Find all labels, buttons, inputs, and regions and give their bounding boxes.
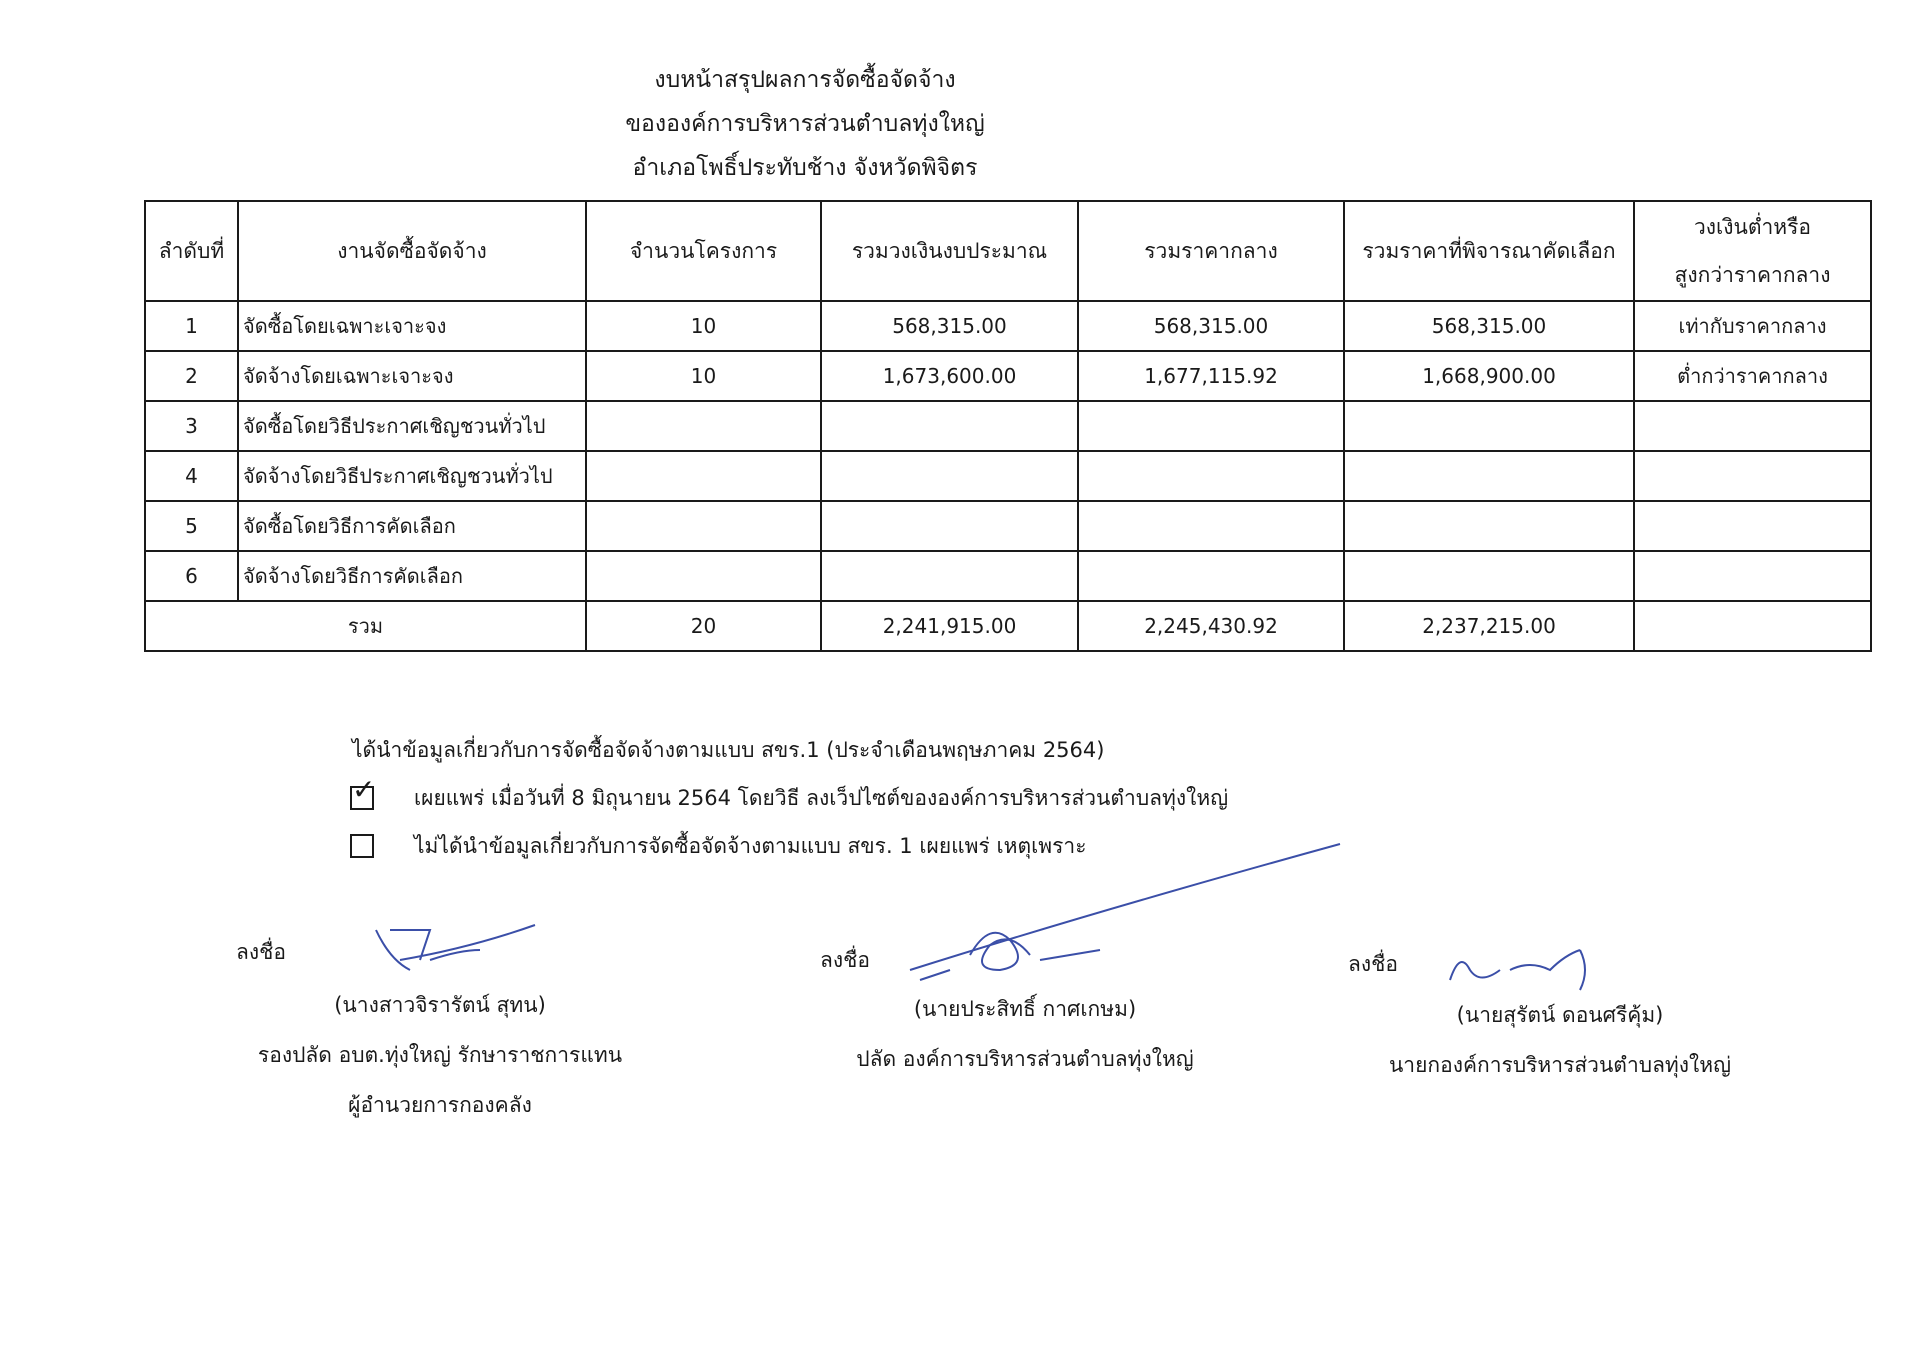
title-line-1: งบหน้าสรุปผลการจัดซื้อจัดจ้าง: [654, 67, 956, 93]
signature-3-label: ลงชื่อ: [1348, 952, 1398, 976]
cell-compare: เท่ากับราคากลาง: [1634, 301, 1871, 351]
cell-budget: [821, 401, 1078, 451]
document-title: [0, 58, 1610, 190]
signature-2-icon: [910, 910, 1110, 990]
cell-median: [1078, 551, 1344, 601]
procurement-summary-table: [144, 200, 1872, 652]
table-row: [145, 401, 1871, 451]
cell-no: 4: [145, 451, 238, 501]
cell-median: [1078, 401, 1344, 451]
cell-budget: [821, 451, 1078, 501]
cell-no: 3: [145, 401, 238, 451]
cell-selected: 1,668,900.00: [1344, 351, 1634, 401]
signature-1-name: (นางสาวจิรารัตน์ สุทน): [334, 993, 546, 1017]
cell-count: [586, 401, 821, 451]
table-row: [145, 451, 1871, 501]
cell-no: 2: [145, 351, 238, 401]
cell-no: 1: [145, 301, 238, 351]
cell-compare: [1634, 551, 1871, 601]
total-selected: 2,237,215.00: [1344, 601, 1634, 651]
cell-no: 6: [145, 551, 238, 601]
cell-type: จัดจ้างโดยเฉพาะเจาะจง: [238, 351, 586, 401]
table-row: [145, 551, 1871, 601]
cell-median: [1078, 501, 1344, 551]
signature-3-position1: นายกองค์การบริหารส่วนตำบลทุ่งใหญ่: [1388, 1053, 1732, 1077]
cell-budget: [821, 501, 1078, 551]
cell-type: จัดจ้างโดยวิธีประกาศเชิญชวนทั่วไป: [238, 451, 586, 501]
table-total-row: [145, 601, 1871, 651]
header-compare-line2: สูงกว่าราคากลาง: [1674, 263, 1831, 287]
not-published-option-label: ไม่ได้นำข้อมูลเกี่ยวกับการจัดซื้อจัดจ้างตามแบบ สขร. 1 เผยแพร่ เหตุเพราะ: [414, 834, 1087, 858]
signature-1-icon: [370, 920, 540, 980]
total-count: 20: [586, 601, 821, 651]
cell-type: จัดซื้อโดยวิธีประกาศเชิญชวนทั่วไป: [238, 401, 586, 451]
table-row: [145, 501, 1871, 551]
signature-2-label: ลงชื่อ: [820, 948, 870, 972]
signature-1-position2: ผู้อำนวยการกองคลัง: [348, 1093, 532, 1117]
published-option: [352, 774, 1228, 822]
cell-median: 1,677,115.92: [1078, 351, 1344, 401]
cell-selected: [1344, 451, 1634, 501]
signature-1: [240, 980, 640, 1130]
cell-no: 5: [145, 501, 238, 551]
cell-compare: [1634, 451, 1871, 501]
not-published-checkbox[interactable]: [350, 834, 374, 858]
signature-1-position1: รองปลัด อบต.ทุ่งใหญ่ รักษาราชการแทน: [257, 1043, 623, 1067]
cell-compare: [1634, 401, 1871, 451]
cell-type: จัดจ้างโดยวิธีการคัดเลือก: [238, 551, 586, 601]
cell-type: จัดซื้อโดยวิธีการคัดเลือก: [238, 501, 586, 551]
cell-count: 10: [586, 301, 821, 351]
header-compare: [1634, 201, 1871, 301]
cell-count: [586, 551, 821, 601]
checkmark-icon: ✓: [352, 773, 376, 806]
table-header-row: [145, 201, 1871, 301]
cell-selected: [1344, 551, 1634, 601]
cell-compare: [1634, 501, 1871, 551]
total-budget: 2,241,915.00: [821, 601, 1078, 651]
header-median: รวมราคากลาง: [1078, 201, 1344, 301]
cell-budget: [821, 551, 1078, 601]
cell-selected: 568,315.00: [1344, 301, 1634, 351]
cell-count: [586, 501, 821, 551]
header-budget: รวมวงเงินงบประมาณ: [821, 201, 1078, 301]
published-option-label: เผยแพร่ เมื่อวันที่ 8 มิถุนายน 2564 โดยวิธี ลงเว็ปไซต์ขององค์การบริหารส่วนตำบลทุ่งใหญ่: [414, 786, 1229, 810]
signature-3-name: (นายสุรัตน์ ดอนศรีคุ้ม): [1456, 1003, 1664, 1027]
cell-type: จัดซื้อโดยเฉพาะเจาะจง: [238, 301, 586, 351]
header-type: งานจัดซื้อจัดจ้าง: [238, 201, 586, 301]
total-compare: [1634, 601, 1871, 651]
cell-selected: [1344, 401, 1634, 451]
total-median: 2,245,430.92: [1078, 601, 1344, 651]
table-row: [145, 301, 1871, 351]
signature-2: [820, 984, 1230, 1084]
cell-count: 10: [586, 351, 821, 401]
table-row: [145, 351, 1871, 401]
header-count: จำนวนโครงการ: [586, 201, 821, 301]
total-label: รวม: [145, 601, 586, 651]
published-checkbox[interactable]: [350, 773, 376, 810]
signature-2-position1: ปลัด องค์การบริหารส่วนตำบลทุ่งใหญ่: [856, 1047, 1194, 1071]
header-compare-line1: วงเงินต่ำหรือ: [1694, 215, 1811, 239]
signature-1-label: ลงชื่อ: [236, 940, 286, 964]
signature-2-name: (นายประสิทธิ์ กาศเกษม): [913, 997, 1137, 1021]
cell-selected: [1344, 501, 1634, 551]
title-line-3: อำเภอโพธิ์ประทับช้าง จังหวัดพิจิตร: [632, 155, 978, 181]
header-no: ลำดับที่: [145, 201, 238, 301]
cell-count: [586, 451, 821, 501]
cell-compare: ต่ำกว่าราคากลาง: [1634, 351, 1871, 401]
title-line-2: ขององค์การบริหารส่วนตำบลทุ่งใหญ่: [625, 111, 985, 137]
signature-3: [1340, 990, 1780, 1090]
cell-median: 568,315.00: [1078, 301, 1344, 351]
cell-budget: 568,315.00: [821, 301, 1078, 351]
header-selected: รวมราคาที่พิจารณาคัดเลือก: [1344, 201, 1634, 301]
cell-budget: 1,673,600.00: [821, 351, 1078, 401]
cell-median: [1078, 451, 1344, 501]
notes-intro: ได้นำข้อมูลเกี่ยวกับการจัดซื้อจัดจ้างตามแบบ สขร.1 (ประจำเดือนพฤษภาคม 2564): [352, 738, 1105, 762]
